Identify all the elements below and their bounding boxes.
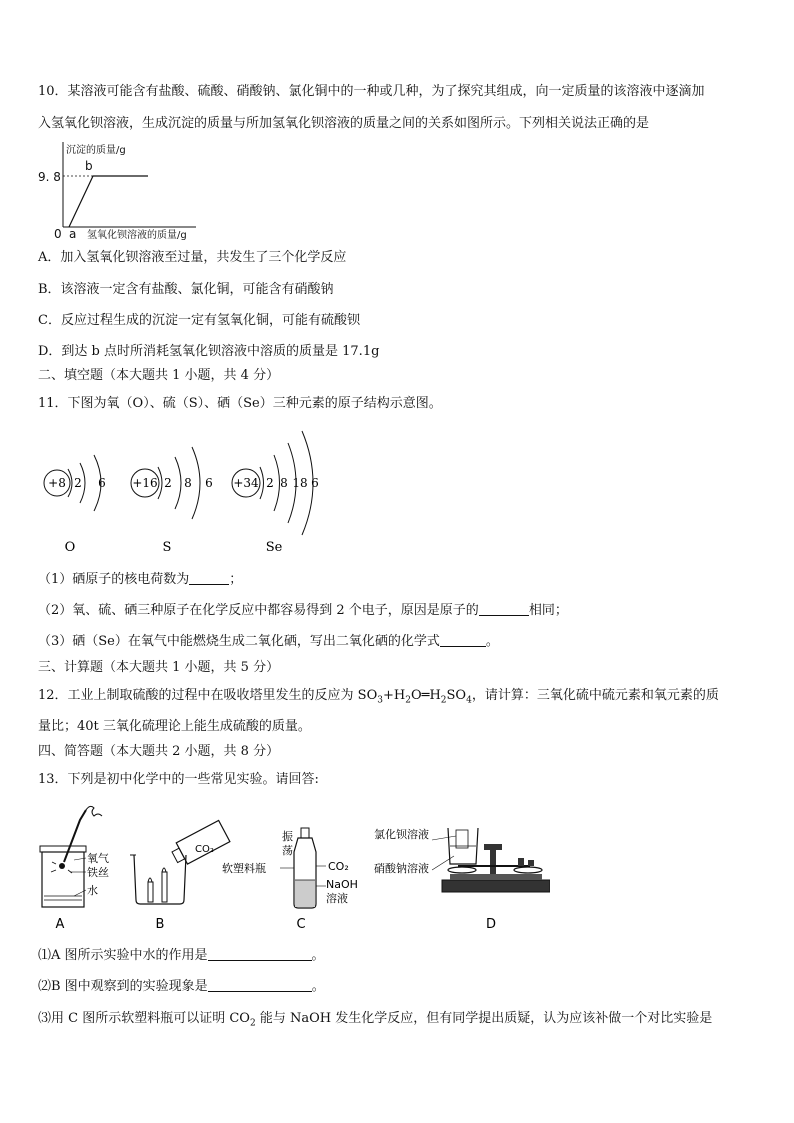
q12-line2: 量比；40t 三氧化硫理论上能生成硫酸的质量。 xyxy=(38,719,311,734)
svg-text:CO₂: CO₂ xyxy=(328,860,349,873)
svg-text:荡: 荡 xyxy=(282,844,293,857)
atom-symbol-o: O xyxy=(64,540,76,555)
atom-oxygen xyxy=(44,455,106,555)
q11-sub3: （3）硒（Se）在氧气中能燃烧生成二氧化硒，写出二氧化硒的化学式 。 xyxy=(38,634,499,649)
q10-option-a: A．加入氢氧化钡溶液至过量，共发生了三个化学反应 xyxy=(38,250,347,265)
graph-y-value: 9. 8 xyxy=(38,170,61,184)
q13-experiment-figures xyxy=(30,800,550,935)
q10-option-d: D．到达 b 点时所消耗氢氧化钡溶液中溶质的质量是 17.1g xyxy=(38,344,380,359)
svg-text:+8: +8 xyxy=(48,476,66,490)
figure-c-label: C xyxy=(296,917,306,932)
figure-a-iron-burning xyxy=(40,806,109,932)
answer-blank-5[interactable] xyxy=(208,979,312,992)
atom-selenium xyxy=(232,431,319,555)
svg-text:CO₂: CO₂ xyxy=(195,844,214,855)
answer-blank-1[interactable] xyxy=(189,572,229,585)
svg-text:铁丝: 铁丝 xyxy=(87,866,109,879)
q12-line1: 12．工业上制取硫酸的过程中在吸收塔里发生的反应为 $SO_3+H_2O═H_2SO_4$，请计算：三氧化硫中硫元素和氧元素的质 xyxy=(38,688,719,706)
svg-text:NaOH: NaOH xyxy=(326,878,358,891)
q13-sub2: ⑵B 图中观察到的实验现象是 。 xyxy=(38,979,325,994)
svg-text:溶液: 溶液 xyxy=(326,892,348,905)
q11-sub1: （1）硒原子的核电荷数为 ； xyxy=(38,572,243,587)
q11-sub2: （2）氧、硫、硒三种原子在化学反应中都容易得到 2 个电子，原因是原子的 相同； xyxy=(38,603,568,618)
svg-text:6: 6 xyxy=(205,476,213,490)
svg-text:8: 8 xyxy=(280,476,288,490)
graph-y-label: 沉淀的质量/g xyxy=(66,145,126,156)
svg-text:2: 2 xyxy=(164,476,172,490)
graph-point-a: a xyxy=(69,227,77,241)
figure-a-label: A xyxy=(55,917,65,932)
q11-atom-diagrams xyxy=(30,425,370,560)
answer-blank-2[interactable] xyxy=(479,603,529,616)
answer-blank-4[interactable] xyxy=(208,948,312,961)
svg-text:6: 6 xyxy=(98,476,106,490)
atom-symbol-s: S xyxy=(162,540,172,555)
q13-stem: 13．下列是初中化学中的一些常见实验。请回答: xyxy=(38,772,319,787)
svg-text:硝酸钠溶液: 硝酸钠溶液 xyxy=(374,862,429,875)
svg-text:氯化钡溶液: 氯化钡溶液 xyxy=(374,828,429,841)
graph-x-label: 氢氧化钡溶液的质量/g xyxy=(87,230,187,241)
svg-text:6: 6 xyxy=(311,476,319,490)
answer-blank-3[interactable] xyxy=(440,634,486,647)
atom-symbol-se: Se xyxy=(265,540,283,555)
svg-text:18: 18 xyxy=(292,476,308,490)
figure-d-balance xyxy=(374,827,550,932)
section4-heading: 四、简答题（本大题共 2 小题，共 8 分） xyxy=(38,744,280,759)
svg-text:振: 振 xyxy=(282,830,293,843)
svg-text:软塑料瓶: 软塑料瓶 xyxy=(222,862,266,875)
q10-option-c: C．反应过程生成的沉淀一定有氢氧化铜，可能有硫酸钡 xyxy=(38,313,360,328)
graph-origin: 0 xyxy=(54,227,62,241)
q13-sub3: ⑶用 C 图所示软塑料瓶可以证明 $CO_2$ 能与 NaOH 发生化学反应，但有同学提出质疑，认为应该补做一个对比实验是 xyxy=(38,1011,713,1029)
svg-text:2: 2 xyxy=(74,476,82,490)
q10-stem-line1: 10．某溶液可能含有盐酸、硫酸、硝酸钠、氯化铜中的一种或几种，为了探究其组成，向一定质量的该溶液中逐滴加 xyxy=(38,84,705,99)
q11-stem: 11．下图为氧（O）、硫（S）、硒（Se）三种元素的原子结构示意图。 xyxy=(38,396,442,411)
q10-graph xyxy=(36,138,206,242)
figure-b-label: B xyxy=(155,917,165,932)
q13-sub1: ⑴A 图所示实验中水的作用是 。 xyxy=(38,948,325,963)
q10-stem-line2: 入氢氧化钡溶液，生成沉淀的质量与所加氢氧化钡溶液的质量之间的关系如图所示。下列相关说法正确的是 xyxy=(38,116,650,131)
figure-c-plastic-bottle xyxy=(222,828,358,932)
svg-text:2: 2 xyxy=(266,476,274,490)
svg-text:+16: +16 xyxy=(132,476,158,490)
atom-sulfur xyxy=(131,447,213,555)
figure-d-label: D xyxy=(485,917,497,932)
section2-heading: 二、填空题（本大题共 1 小题，共 4 分） xyxy=(38,368,280,383)
svg-text:氧气: 氧气 xyxy=(87,852,109,865)
svg-text:+34: +34 xyxy=(233,476,259,490)
svg-text:8: 8 xyxy=(184,476,192,490)
figure-b-co2-candles xyxy=(130,820,230,932)
svg-text:水: 水 xyxy=(87,884,98,897)
section3-heading: 三、计算题（本大题共 1 小题，共 5 分） xyxy=(38,660,280,675)
q10-option-b: B．该溶液一定含有盐酸、氯化铜，可能含有硝酸钠 xyxy=(38,282,334,297)
graph-point-b: b xyxy=(85,159,93,173)
